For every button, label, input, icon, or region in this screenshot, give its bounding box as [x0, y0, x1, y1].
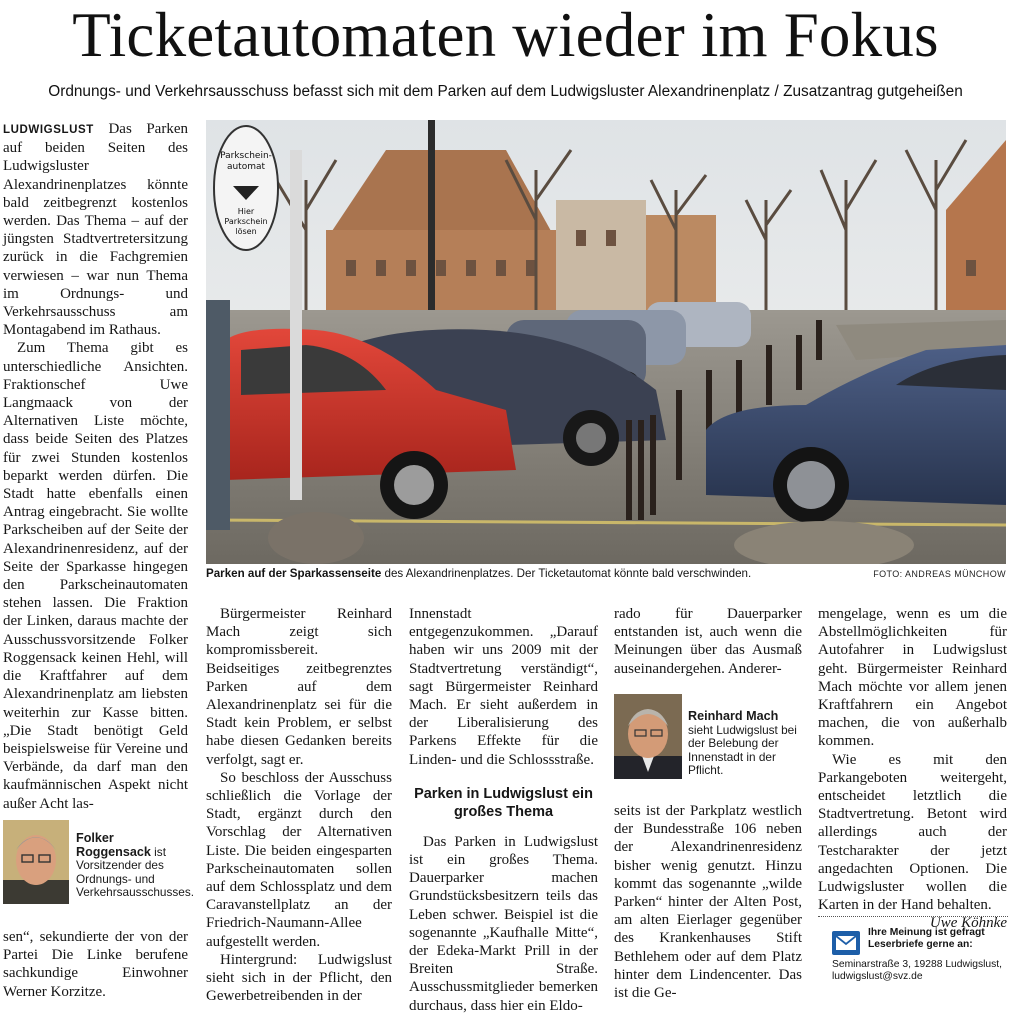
column-3 [409, 605, 598, 1015]
col1-paragraph-2: Zum Thema gibt es unterschiedliche Ansichten. Fraktionschef Uwe Langmaack von der Alternativen Liste möchte, dass beide Seiten des Platzes für zwei Stunden kostenlos beparkt werden dürfen. Die Stadt hatte ebenfalls einen Antrag eingebracht. Sie wollte Parkscheiben auf der Seite der Alexandrinenresidenz, auf der Seite der Sparkasse hingegen den Parkscheinautomaten stehen lassen. Die Fraktion der Linken, daraus machte der Ausschussvorsitzende Folker Roggensack keinen Hehl, will die Kraftfahrer auf dem Alexandrinenplatz am liebsten weiterhin zur Kasse bitten. „Die Stadt benötigt Geld beispielsweise für Vereine und Verbände, da darf man den kaufmännischen Aspekt nicht außer Acht las- [3, 340, 188, 812]
photo-credit: FOTO: ANDREAS MÜNCHOW [873, 569, 1006, 579]
column-2 [206, 605, 392, 1005]
portrait-folker [3, 820, 69, 904]
svg-text:HierParkscheinlösen: Hier Parkschein lösen [224, 207, 268, 236]
portrait-caption-folker: Folker Roggensack ist Vorsitzender des Ordnungs- und Verkehrsausschusses. [76, 831, 195, 900]
article-photo [206, 120, 1006, 564]
photo-caption [206, 566, 1006, 581]
column-1-end [3, 928, 188, 1001]
col3-paragraph-1: Innenstadt entgegenzukommen. „Darauf haben wir uns 2009 mit der Stadtvertretung verständigt“, sagt Bürgermeister Reinhard Mach. Er sieht außerdem in der Liberalisierung des Parkens Effekte für die Linden- und die Schlossstraße. [409, 606, 598, 768]
reader-box-address: Seminarstraße 3, 19288 Ludwigslust, ludwigslust@svz.de [832, 959, 1002, 982]
col2-paragraph-3: Hintergrund: Ludwigslust sieht sich in der Pflicht, den Gewerbetreibenden in der [206, 951, 392, 1005]
col5-paragraph-1: mengelage, wenn es um die Abstellmöglichkeiten für Autofahrer in Ludwigslust geht. Bürgermeister Reinhard Mach möchte vor allem jenen Kraftfahrern ein Angebot machen, die von außerhalb kommen. [818, 606, 1007, 750]
svg-text:Parkschein-automat: Parkschein-automat [220, 151, 272, 172]
author-signature: Uwe Köhnke [929, 915, 1007, 932]
portrait-mach [614, 694, 682, 779]
caption-text: des Alexandrinenplatzes. Der Ticketautomat könnte bald verschwinden. [381, 567, 752, 580]
col2-paragraph-2: So beschloss der Ausschuss schließlich die Vorlage der Stadt, ergänzt durch den Vorschlag der Alternativen Liste. Die beiden eingesparten Parkscheinautomaten sollen auf dem Schlossplatz und dem Caravanstellplatz an der Friedrich-Naumann-Allee aufgestellt werden. [206, 769, 392, 950]
column-4 [614, 605, 802, 678]
col2-paragraph-1: Bürgermeister Reinhard Mach zeigt sich kompromissbereit. Beidseitiges zeitbegrenztes Parken auf dem Alexandrinenplatz sei für die Stadt kein Problem, er selbst habe diesen Gedanken bereits verfolgt, sagt er. [206, 606, 392, 768]
column-5 [818, 605, 1007, 933]
col1-paragraph-3: sen“, sekundierte der von der Partei Die Linke berufene sachkundige Einwohner Werner Korzitze. [3, 929, 188, 1000]
portrait-name-mach: Reinhard Mach [688, 709, 779, 723]
dateline: LUDWIGSLUST [3, 124, 94, 136]
column-4-end [614, 802, 802, 1002]
col4-paragraph-2: seits ist der Parkplatz westlich der Bundesstraße 106 neben der Alexandrinenresidenz bisher wenig genutzt. Hinzu kommt das sogenannte „wilde Parken“ hinter der Alten Post, am alten Eierlager gegenüber des Krankenhauses Stift Bethlehem oder auf dem Platz hinter dem Lindencenter. Das ist die Ge- [614, 803, 802, 1002]
col1-paragraph-1: LUDWIGSLUST Das Parken auf beiden Seiten des Ludwigsluster Alexandrinenplatzes könnte bald zeitbegrenzt kostenlos werden. Das Thema – auf der jüngsten Stadtvertretersitzung zurück in die Fachgremien verwiesen – war nun Thema im Ordnungs- und Verkehrsausschuss am Montagabend im Rathaus. [3, 121, 188, 339]
col3-paragraph-2: Das Parken in Ludwigslust ist ein großes Thema. Dauerparker machen Grundstücksbesitzern teils das Leben schwer. Beispiel ist die sogenannte „Kaufhalle Mitte“, der Edeka-Markt Prill in der Breiten Straße. Ausschussmitglieder bemerken durchaus, dass hier ein Eldo- [409, 833, 598, 1014]
subheading: Parken in Ludwigslust ein großes Thema [414, 785, 593, 820]
headline: Ticketautomaten wieder im Fokus [72, 0, 939, 70]
portrait-name-folker: Folker Roggensack [76, 831, 151, 859]
column-1 [3, 120, 188, 813]
caption-bold: Parken auf der Sparkassenseite [206, 567, 382, 580]
subheadline: Ordnungs- und Verkehrsausschuss befasst sich mit dem Parken auf dem Ludwigsluster Alexandrinenplatz / Zusatzantrag gutgeheißen [48, 83, 963, 100]
col5-paragraph-2: Wie es mit den Parkangeboten weitergeht, entscheidet letztlich die Stadtvertretung. Betont wird allerdings auch der Testcharakter der jetzt angedachten Optionen. Die Ludwigsluster wollen die Karten in der Hand behalten. [818, 751, 1007, 914]
envelope-icon [832, 931, 860, 955]
reader-box-title: Ihre Meinung ist gefragt Leserbriefe gerne an: [868, 927, 985, 950]
col4-paragraph-1: rado für Dauerparker entstanden ist, auch wenn die Meinungen über das Ausmaß auseinandergehen. Anderer- [614, 606, 802, 677]
portrait-caption-mach: Reinhard Mach sieht Ludwigslust bei der Belebung der Innenstadt in der Pflicht. [688, 710, 800, 778]
